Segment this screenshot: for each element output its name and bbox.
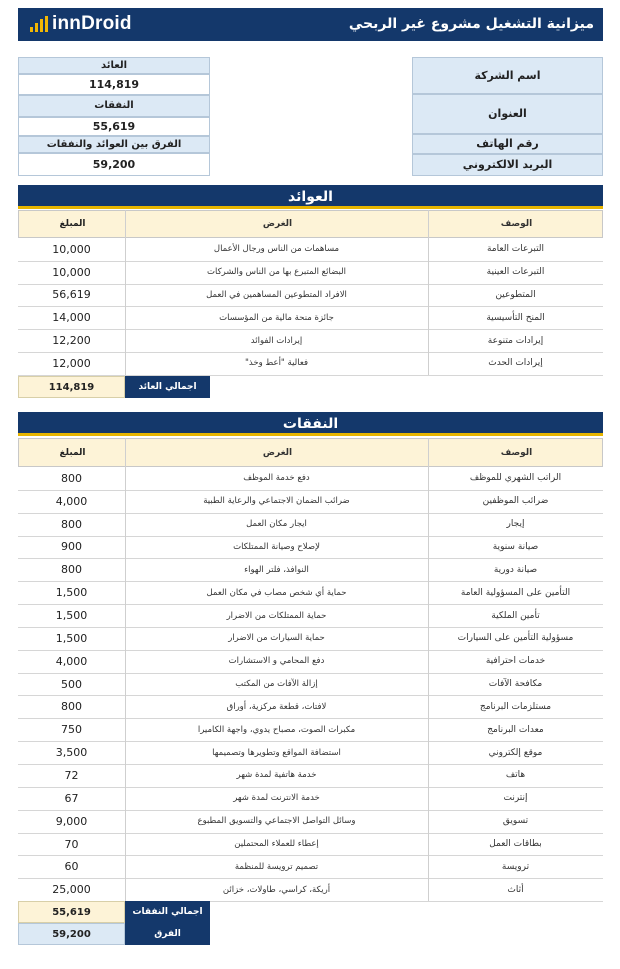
row-description: مسؤولية التأمين على السيارات bbox=[457, 633, 574, 644]
email-label: البريد الالكتروني bbox=[412, 154, 603, 176]
difference-summary-value: 59,200 bbox=[18, 153, 210, 176]
row-description: إيرادات متنوعة bbox=[487, 335, 544, 346]
expense-total-label: اجمالي النفقات bbox=[125, 901, 210, 923]
row-amount: 1,500 bbox=[55, 586, 88, 600]
row-purpose: لإصلاح وصيانة الممتلكات bbox=[233, 541, 320, 552]
table-row bbox=[18, 536, 603, 560]
row-description: إنترنت bbox=[503, 793, 528, 804]
row-amount: 800 bbox=[61, 471, 82, 485]
revenue-header-description: الوصف bbox=[500, 219, 533, 229]
expense-total-value: 55,619 bbox=[18, 901, 125, 923]
row-purpose: حماية الممتلكات من الاضرار bbox=[226, 610, 327, 621]
row-purpose: أريكة، كراسي، طاولات، خزائن bbox=[222, 884, 331, 895]
expense-table-header bbox=[18, 438, 603, 467]
address-label: العنوان bbox=[412, 94, 603, 134]
row-amount: 12,200 bbox=[52, 334, 91, 348]
row-purpose: النوافذ، فلتر الهواء bbox=[244, 564, 309, 575]
row-purpose: إعطاء للعملاء المحتملين bbox=[234, 839, 319, 850]
row-amount: 3,500 bbox=[55, 746, 88, 760]
revenue-summary-value: 114,819 bbox=[18, 74, 210, 95]
expense-header-purpose: الغرض bbox=[262, 447, 293, 458]
row-description: أثاث bbox=[507, 884, 524, 895]
row-description: إيجار bbox=[506, 519, 525, 530]
row-description: خدمات احترافية bbox=[485, 656, 546, 667]
row-purpose: ضرائب الضمان الاجتماعي والرعاية الطبية bbox=[203, 496, 350, 507]
table-row bbox=[18, 650, 603, 674]
company-name-label: اسم الشركة bbox=[412, 57, 603, 94]
row-purpose: خدمة هاتفية لمدة شهر bbox=[236, 770, 317, 781]
expense-header-amount: المبلغ bbox=[59, 447, 86, 458]
table-row bbox=[18, 352, 603, 376]
row-purpose: تصميم ترويسة للمنظمة bbox=[234, 861, 319, 872]
table-row bbox=[18, 718, 603, 742]
row-purpose: الافراد المتطوعين المساهمين في العمل bbox=[206, 289, 347, 300]
difference-summary-label: الفرق بين العوائد والنفقات bbox=[18, 136, 210, 153]
table-row bbox=[18, 741, 603, 765]
row-description: صيانة سنوية bbox=[492, 541, 539, 552]
table-row bbox=[18, 855, 603, 879]
row-amount: 67 bbox=[64, 791, 79, 805]
phone-label: رقم الهاتف bbox=[412, 134, 603, 154]
row-purpose: ايجار مكان العمل bbox=[246, 519, 307, 530]
table-row bbox=[18, 284, 603, 308]
expenses-summary-value: 55,619 bbox=[18, 117, 210, 136]
row-description: التبرعات العامة bbox=[486, 244, 545, 255]
table-row bbox=[18, 764, 603, 788]
revenue-section-title: العوائد bbox=[18, 185, 603, 209]
row-amount: 900 bbox=[61, 540, 82, 554]
table-row bbox=[18, 261, 603, 285]
row-description: التبرعات العينية bbox=[486, 267, 545, 278]
row-description: التأمين على المسؤولية العامة bbox=[460, 587, 571, 598]
table-row bbox=[18, 490, 603, 514]
row-amount: 750 bbox=[61, 723, 82, 737]
table-row bbox=[18, 810, 603, 834]
table-row bbox=[18, 673, 603, 697]
row-description: تأمين الملكية bbox=[491, 610, 540, 621]
row-description: الراتب الشهري للموظف bbox=[469, 473, 562, 484]
table-row bbox=[18, 513, 603, 537]
row-amount: 800 bbox=[61, 517, 82, 531]
row-description: هاتف bbox=[505, 770, 526, 781]
row-amount: 25,000 bbox=[52, 883, 91, 897]
table-row bbox=[18, 581, 603, 605]
logo-bars-icon bbox=[30, 16, 48, 32]
row-purpose: إزالة الآفات من المكتب bbox=[235, 679, 318, 690]
row-amount: 56,619 bbox=[52, 288, 91, 302]
revenue-summary-label: العائد bbox=[18, 57, 210, 74]
row-purpose: إيرادات الفوائد bbox=[250, 335, 303, 346]
row-purpose: دفع خدمة الموظف bbox=[243, 473, 310, 484]
row-amount: 4,000 bbox=[55, 654, 88, 668]
row-amount: 60 bbox=[64, 860, 79, 874]
row-purpose: خدمة الانترنت لمدة شهر bbox=[233, 793, 320, 804]
page-title: ميزانية التشغيل مشروع غير الربحي bbox=[348, 16, 594, 32]
row-purpose: وسائل التواصل الاجتماعي والتسويق المطبوع bbox=[197, 816, 356, 827]
table-row bbox=[18, 306, 603, 330]
row-purpose: دفع المحامي و الاستشارات bbox=[228, 656, 325, 667]
row-amount: 72 bbox=[64, 768, 79, 782]
expense-section-title: النفقات bbox=[18, 412, 603, 436]
difference-value: 59,200 bbox=[18, 923, 125, 945]
row-amount: 1,500 bbox=[55, 631, 88, 645]
revenue-header-purpose: الغرض bbox=[262, 219, 293, 229]
row-purpose: مساهمات من الناس ورجال الأعمال bbox=[213, 244, 340, 255]
row-purpose: فعالية "أعط وخذ" bbox=[245, 358, 309, 369]
row-purpose: جائزة منحة مالية من المؤسسات bbox=[219, 312, 334, 323]
row-purpose: حماية السيارات من الاضرار bbox=[228, 633, 325, 644]
table-row bbox=[18, 467, 603, 491]
row-amount: 1,500 bbox=[55, 609, 88, 623]
row-description: تسويق bbox=[502, 816, 529, 827]
row-description: مستلزمات البرنامج bbox=[479, 701, 552, 712]
logo bbox=[30, 12, 132, 36]
row-amount: 800 bbox=[61, 700, 82, 714]
row-description: إيرادات الحدث bbox=[488, 358, 543, 369]
row-amount: 10,000 bbox=[52, 242, 91, 256]
table-row bbox=[18, 878, 603, 902]
row-amount: 800 bbox=[61, 563, 82, 577]
row-description: المنح التأسيسية bbox=[486, 312, 545, 323]
row-description: موقع إلكتروني bbox=[488, 747, 543, 758]
table-row bbox=[18, 238, 603, 262]
row-description: ضرائب الموظفين bbox=[482, 496, 549, 507]
row-description: بطاقات العمل bbox=[489, 839, 542, 850]
row-description: ترويسة bbox=[501, 861, 530, 872]
table-row bbox=[18, 604, 603, 628]
row-amount: 9,000 bbox=[55, 814, 88, 828]
table-row bbox=[18, 696, 603, 720]
row-purpose: استضافة المواقع وتطويرها وتصميمها bbox=[212, 747, 341, 758]
row-amount: 4,000 bbox=[55, 494, 88, 508]
table-row bbox=[18, 627, 603, 651]
row-amount: 500 bbox=[61, 677, 82, 691]
difference-label: الفرق bbox=[125, 923, 210, 945]
row-purpose: البضائع المتبرع بها من الناس والشركات bbox=[207, 267, 346, 278]
row-amount: 10,000 bbox=[52, 265, 91, 279]
row-description: المتطوعين bbox=[495, 289, 536, 300]
revenue-total-value: 114,819 bbox=[18, 376, 125, 398]
row-description: معدات البرنامج bbox=[487, 724, 544, 735]
row-purpose: لافتات، قطعة مركزية، أوراق bbox=[226, 701, 327, 712]
revenue-header-amount: المبلغ bbox=[59, 219, 86, 229]
expense-header-description: الوصف bbox=[500, 447, 533, 458]
table-row bbox=[18, 558, 603, 582]
row-amount: 12,000 bbox=[52, 356, 91, 370]
revenue-table-header bbox=[18, 210, 603, 238]
row-description: صيانة دورية bbox=[493, 564, 538, 575]
row-amount: 70 bbox=[64, 837, 79, 851]
row-description: مكافحة الآفات bbox=[488, 679, 543, 690]
revenue-total-label: اجمالي العائد bbox=[125, 376, 210, 398]
table-row bbox=[18, 787, 603, 811]
logo-text: innDroid bbox=[52, 13, 132, 34]
table-row bbox=[18, 833, 603, 857]
row-purpose: حماية أي شخص مصاب في مكان العمل bbox=[206, 587, 347, 598]
row-purpose: مكبرات الصوت، مصباح يدوي، واجهة الكاميرا bbox=[197, 724, 356, 735]
expenses-summary-label: النفقات bbox=[18, 95, 210, 117]
row-amount: 14,000 bbox=[52, 311, 91, 325]
table-row bbox=[18, 329, 603, 353]
